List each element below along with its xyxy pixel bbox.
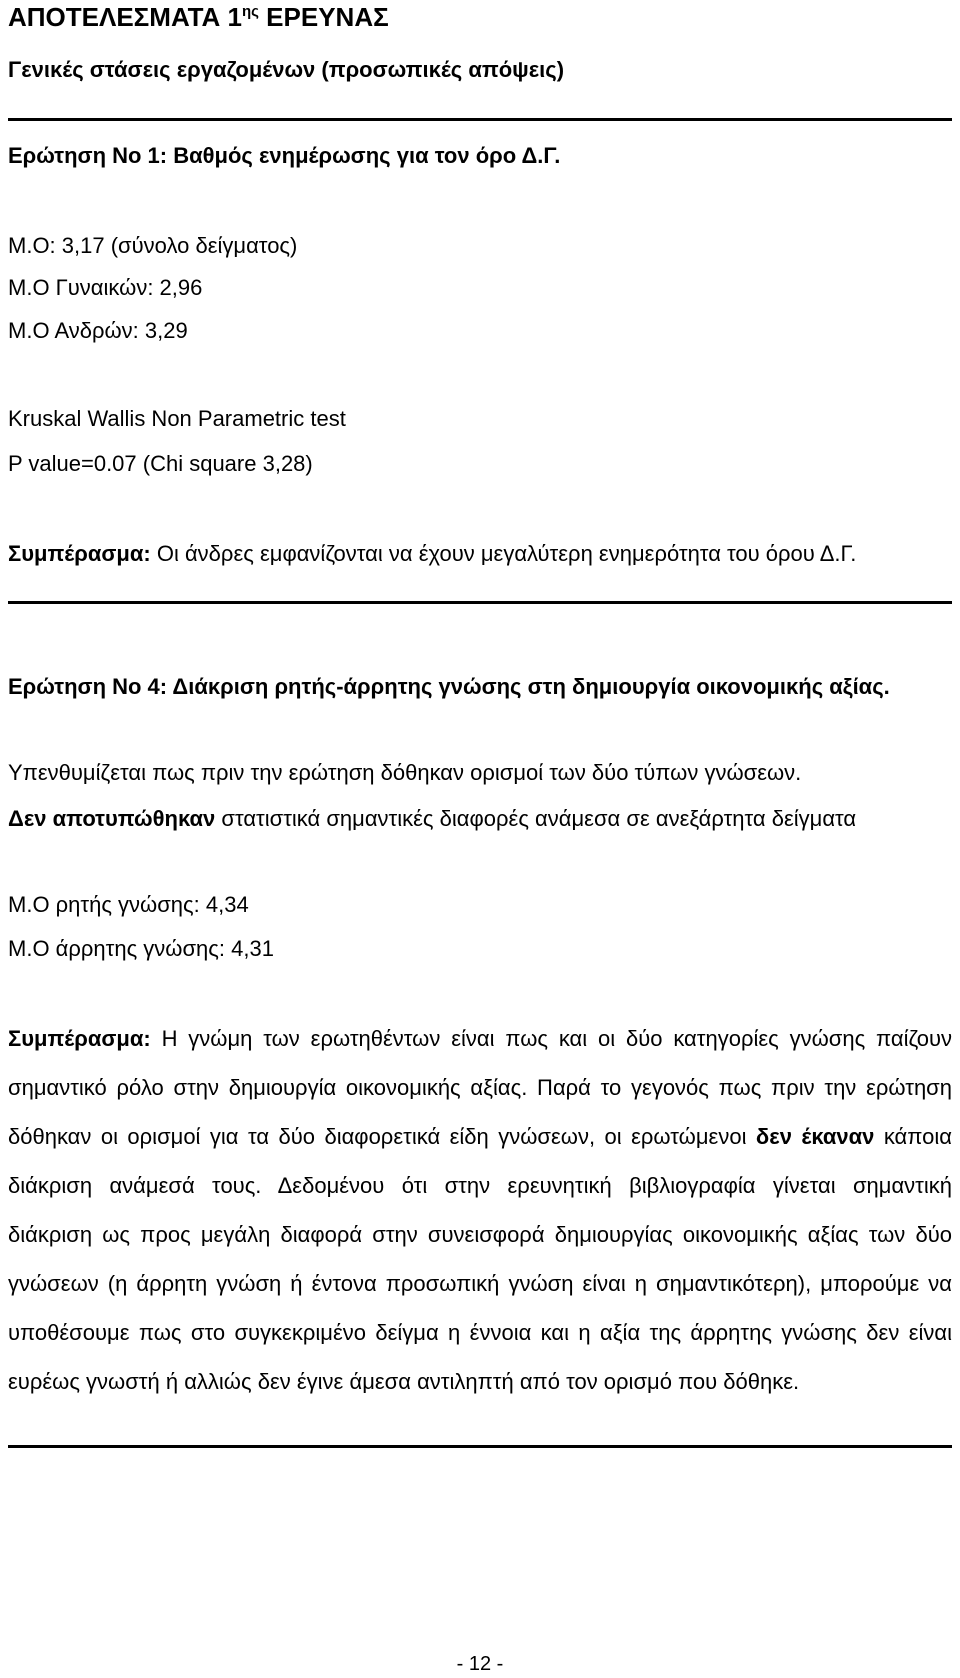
divider-1 bbox=[8, 118, 952, 121]
q1-stat-men: Μ.Ο Ανδρών: 3,29 bbox=[8, 318, 188, 343]
q1-conclusion-label: Συμπέρασμα: bbox=[8, 541, 151, 566]
q4-stat-explicit: Μ.Ο ρητής γνώσης: 4,34 bbox=[8, 892, 249, 917]
page-number: - 12 - bbox=[456, 1653, 504, 1675]
q4-conclusion-line: ευρέως γνωστή ή αλλιώς δεν έγινε άμεσα αντιληπτή από τον ορισμό που δόθηκε. bbox=[8, 1369, 800, 1394]
q4-conclusion-line: διάκριση ως προς μεγάλη διαφορά στην συνεισφορά δημιουργίας οικονομικής αξίας των δύο bbox=[8, 1222, 952, 1247]
q1-stat-women: Μ.Ο Γυναικών: 2,96 bbox=[8, 275, 203, 300]
q4-conclusion-text: κάποια bbox=[874, 1124, 952, 1149]
q4-conclusion-line bbox=[8, 1112, 952, 1161]
page-title-rest: ΕΡΕΥΝΑΣ bbox=[258, 2, 389, 32]
q1-pvalue: P value=0.07 (Chi square 3,28) bbox=[8, 451, 313, 476]
section-subtitle: Γενικές στάσεις εργαζομένων (προσωπικές απόψεις) bbox=[8, 57, 565, 82]
q1-conclusion bbox=[8, 541, 856, 567]
q4-conclusion-line: υποθέσουμε πως στο συγκεκριμένο δείγμα η έννοια και η αξία της άρρητης γνώσης δεν είναι bbox=[8, 1320, 952, 1345]
q4-conclusion-text: Η γνώμη των ερωτηθέντων είναι πως και οι δύο κατηγορίες γνώσης παίζουν bbox=[150, 1026, 952, 1051]
q4-heading: Ερώτηση Νο 4: Διάκριση ρητής-άρρητης γνώσης στη δημιουργία οικονομικής αξίας. bbox=[8, 674, 890, 699]
q4-conclusion-label: Συμπέρασμα: bbox=[8, 1026, 151, 1051]
q4-conclusion-line: γνώσεων (η άρρητη γνώση ή έντονα προσωπική γνώση είναι η σημαντικότερη), μπορούμε να bbox=[8, 1271, 952, 1296]
divider-3 bbox=[8, 1445, 952, 1448]
page-title-superscript: ης bbox=[241, 3, 259, 20]
q4-conclusion-paragraph bbox=[8, 1014, 952, 1406]
page-title-main: ΑΠΟΤΕΛΕΣΜΑΤΑ 1 bbox=[8, 2, 242, 32]
q4-conclusion-emphasis: δεν έκαναν bbox=[755, 1124, 875, 1149]
q4-conclusion-line bbox=[8, 1014, 952, 1063]
q4-conclusion-line: διάκριση ανάμεσά τους. Δεδομένου ότι στην ερευνητική βιβλιογραφία γίνεται σημαντική bbox=[8, 1173, 952, 1198]
q4-no-difference bbox=[8, 806, 856, 832]
q4-reminder: Υπενθυμίζεται πως πριν την ερώτηση δόθηκαν ορισμοί των δύο τύπων γνώσεων. bbox=[8, 760, 802, 785]
q1-test-name: Kruskal Wallis Non Parametric test bbox=[8, 406, 346, 431]
q4-stat-tacit: Μ.Ο άρρητης γνώσης: 4,31 bbox=[8, 936, 274, 961]
q1-stat-total: Μ.Ο: 3,17 (σύνολο δείγματος) bbox=[8, 233, 298, 258]
page-title bbox=[8, 2, 389, 33]
divider-2 bbox=[8, 601, 952, 604]
q4-no-difference-bold: Δεν αποτυπώθηκαν bbox=[8, 806, 216, 831]
q1-heading: Ερώτηση Νο 1: Βαθμός ενημέρωσης για τον όρο Δ.Γ. bbox=[8, 143, 561, 168]
q4-no-difference-text: στατιστικά σημαντικές διαφορές ανάμεσα σε ανεξάρτητα δείγματα bbox=[215, 806, 857, 831]
q4-conclusion-text: δόθηκαν οι ορισμοί για τα δύο διαφορετικά είδη γνώσεων, οι ερωτώμενοι bbox=[8, 1124, 756, 1149]
q4-conclusion-line: σημαντικό ρόλο στην δημιουργία οικονομικής αξίας. Παρά το γεγονός πως πριν την ερώτηση bbox=[8, 1075, 952, 1100]
q1-conclusion-text: Οι άνδρες εμφανίζονται να έχουν μεγαλύτερη ενημερότητα του όρου Δ.Γ. bbox=[150, 541, 857, 566]
